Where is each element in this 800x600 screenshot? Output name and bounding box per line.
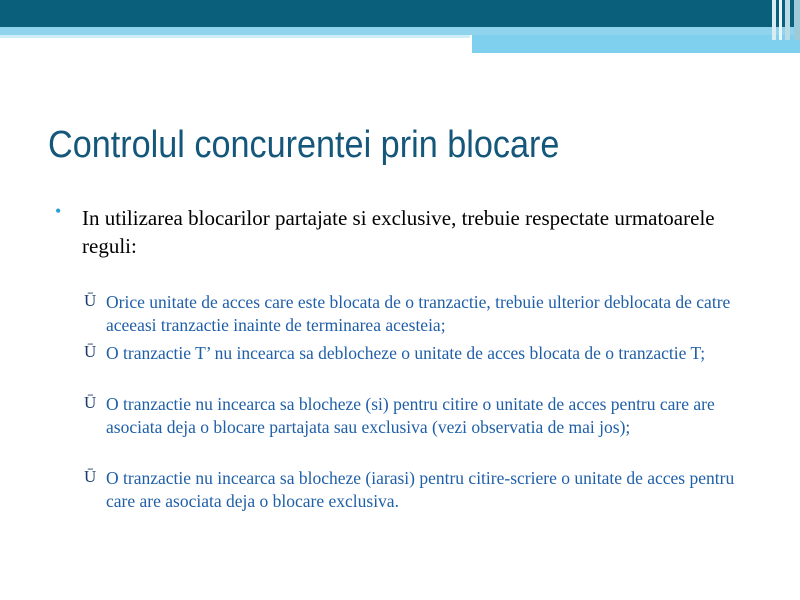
rule-text: O tranzactie T’ nu incearca sa deblocheze o unitate de acces blocata de o tranzactie T; xyxy=(106,343,706,363)
rule-marker-icon: Ū xyxy=(84,291,97,310)
rule-marker-icon: Ū xyxy=(84,467,97,486)
bullet-icon: • xyxy=(55,201,62,221)
header-stripe xyxy=(779,0,782,40)
rule-text: Orice unitate de acces care este blocata de o tranzactie, trebuie ulterior deblocata de catre aceeasi tranzactie inainte de terminarea acesteia; xyxy=(106,292,731,335)
slide-title: Controlul concurentei prin blocare xyxy=(48,124,560,166)
header-stripe xyxy=(785,0,790,40)
rule-marker-icon: Ū xyxy=(84,342,97,361)
header-band-dark xyxy=(0,0,800,27)
header-band-light xyxy=(0,27,800,35)
rule-text: O tranzactie nu incearca sa blocheze (si) pentru citire o unitate de acces pentru care are asociata deja o blocare partajata sau exclusiva (vezi observatia de mai jos); xyxy=(106,394,715,437)
rule-marker-icon: Ū xyxy=(84,393,97,412)
header-band-right xyxy=(472,35,800,53)
rule-text: O tranzactie nu incearca sa blocheze (iarasi) pentru citire-scriere o unitate de acces pentru care are asociata deja o blocare exclusiva. xyxy=(106,468,735,511)
header-band-thin xyxy=(0,35,470,38)
header-stripe xyxy=(772,0,776,40)
header-stripe xyxy=(794,0,800,40)
intro-text: In utilizarea blocarilor partajate si exclusive, trebuie respectate urmatoarele reguli: xyxy=(82,206,715,258)
